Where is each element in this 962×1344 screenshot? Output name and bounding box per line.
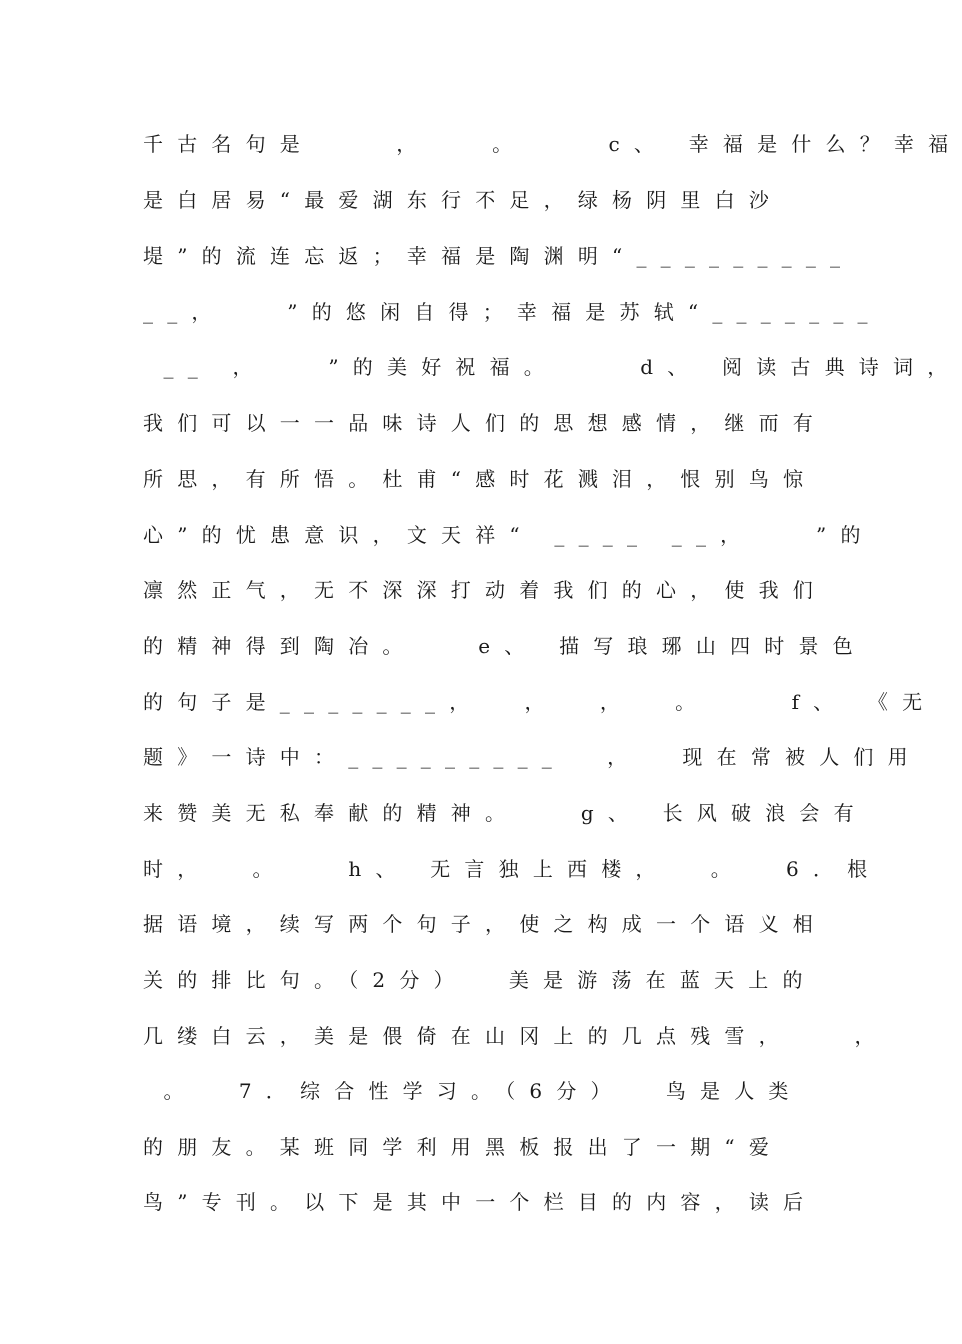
text-line-10: 的精神得到陶冶。 e、 描写琅琊山四时景色	[143, 634, 867, 658]
text-line-16: 关的排比句。（2分） 美是游荡在蓝天上的	[143, 968, 817, 992]
text-line-12: 题》一诗中：_________ ， 现在常被人们用	[143, 745, 922, 769]
text-line-11: 的句子是_______， ， ， 。 f、 《无	[143, 690, 937, 714]
text-line-14: 时， 。 h、 无言独上西楼， 。 6．根	[143, 857, 882, 881]
text-line-9: 凛然正气，无不深深打动着我们的心，使我们	[143, 578, 827, 602]
text-line-13: 来赞美无私奉献的精神。 g、 长风破浪会有	[143, 801, 868, 825]
text-line-7: 所思，有所悟。杜甫“感时花溅泪，恨别鸟惊	[143, 467, 818, 491]
text-line-4: __， ”的悠闲自得；幸福是苏轼“_______	[143, 300, 882, 324]
text-line-18: 。 7．综合性学习。（6分） 鸟是人类	[143, 1079, 803, 1103]
text-line-3: 堤”的流连忘返；幸福是陶渊明“_________	[143, 244, 855, 268]
text-line-20: 鸟”专刊。以下是其中一个栏目的内容，读后	[143, 1190, 818, 1214]
text-line-2: 是白居易“最爱湖东行不足，绿杨阴里白沙	[143, 188, 784, 212]
text-line-17: 几缕白云，美是偎倚在山冈上的几点残雪， ，	[143, 1024, 889, 1048]
text-line-19: 的朋友。某班同学利用黑板报出了一期“爱	[143, 1135, 784, 1159]
text-line-15: 据语境，续写两个句子，使之构成一个语义相	[143, 912, 827, 936]
text-line-8: 心”的忧患意识，文天祥“ ____ __， ”的	[143, 523, 875, 547]
text-line-5: __ ， ”的美好祝福。 d、 阅读古典诗词，	[143, 355, 962, 379]
text-line-1: 千古名句是 ， 。 c、 幸福是什么？幸福	[143, 132, 962, 156]
text-line-6: 我们可以一一品味诗人们的思想感情，继而有	[143, 411, 827, 435]
